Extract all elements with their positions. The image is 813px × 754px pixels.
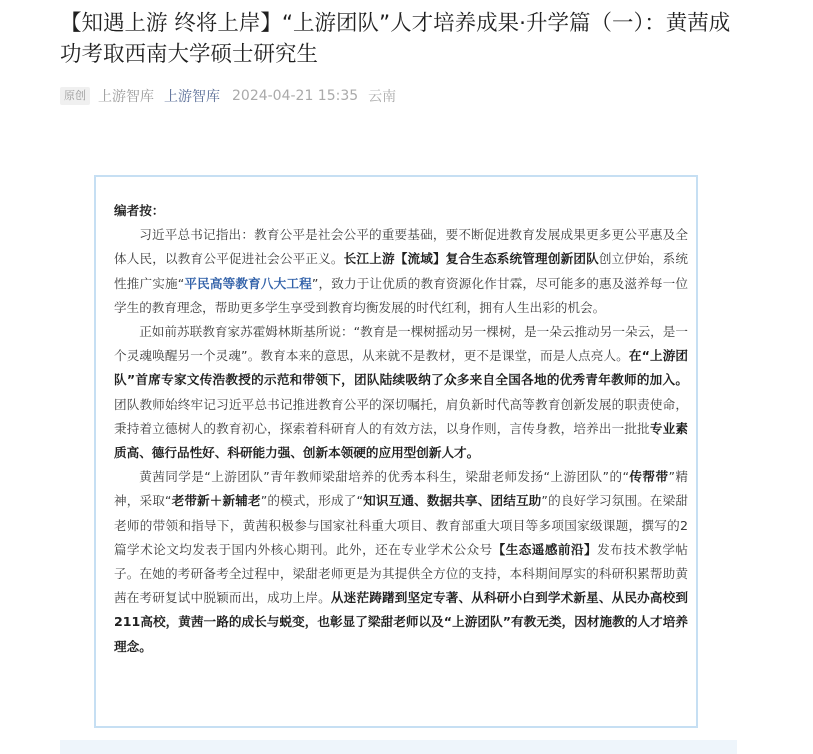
publish-location: 云南 (368, 89, 397, 105)
next-section-band (60, 740, 737, 754)
bold-text: 长江上游【流域】复合生态系统管理创新团队 (343, 251, 599, 267)
body-text: 团队教师始终牢记习近平总书记推进教育公平的深切嘱托，肩负新时代高等教育创新发展的职责使命，秉持着立德树人的教育初心，探索着科研育人的有效方法，以身作则，言传身教，培养出一批批 (114, 396, 688, 436)
bold-text: 专业素质高、德行品性好、科研能力强、创新本领硬的应用型创新人才。 (114, 420, 689, 461)
article-title: 【知遇上游 终将上岸】“上游团队”人才培养成果·升学篇（一）：黄茜成功考取西南大学硕士研究生 (60, 11, 731, 67)
editor-note-paragraph-3 (114, 465, 688, 659)
body-text: ”精神，采取“ (114, 469, 689, 509)
bold-text: 【生态遥感前沿】 (492, 541, 598, 557)
editor-note-paragraph-2 (114, 320, 688, 465)
bold-text: 传帮带 (629, 469, 669, 485)
bold-text: 从迷茫踌躇到坚定专著、从科研小白到学术新星、从民办高校到211高校，黄茜一路的成长与蜕变，也彰显了梁甜老师以及“上游团队”有教无类，因材施教的人才培养理念。 (114, 590, 689, 654)
editor-note-card (94, 175, 698, 728)
original-badge: 原创 (60, 87, 90, 105)
highlight-text: 平民高等教育八大工程 (184, 275, 312, 291)
publish-datetime: 2024-04-21 15:35 (232, 88, 359, 104)
editor-note-label: 编者按： (114, 203, 165, 218)
author-name: 上游智库 (98, 89, 154, 105)
body-text: 正如前苏联教育家苏霍姆林斯基所说：“教育是一棵树摇动另一棵树，是一朵云推动另一朵云，是一个灵魂唤醒另一个灵魂”。教育本来的意思，从来就不是教材，更不是课堂，而是人点亮人。 (114, 324, 688, 364)
bold-text: 在“上游团队”首席专家文传浩教授的示范和带领下，团队陆续吸纳了众多来自全国各地的优秀青年教师的加入。 (114, 348, 688, 388)
bold-text: 老带新＋新辅老 (171, 493, 261, 509)
body-text: 发布技术教学帖子。在她的考研备考全过程中，梁甜老师更是为其提供全方位的支持，本科期间厚实的科研积累帮助黄茜在考研复试中脱颖而出，成功上岸。 (114, 541, 689, 606)
body-text: 黄茜同学是“上游团队”青年教师梁甜培养的优秀本科生，梁甜老师发扬“上游团队”的“ (139, 469, 629, 485)
body-text: ”，致力于让优质的教育资源化作甘霖，尽可能多的惠及滋养每一位学生的教育理念，帮助更多学生享受到教育均衡发展的时代红利，拥有人生出彩的机会。 (114, 275, 689, 315)
body-text: ”的模式，形成了“ (260, 493, 364, 509)
article-meta (60, 86, 396, 106)
body-text: ”的良好学习氛围。在梁甜老师的带领和指导下，黄茜积极参与国家社科重大项目、教育部重大项目等多项国家级课题，撰写的2篇学术论文均发表于国内外核心期刊。此外，还在专业学术公众号 (114, 493, 688, 557)
editor-note-content (114, 199, 688, 659)
bold-text: 知识互通、数据共享、团结互助 (363, 493, 542, 509)
editor-note-paragraph-1 (114, 223, 688, 320)
body-text: 创立伊始，系统性推广实施“ (114, 251, 689, 291)
account-name-link[interactable]: 上游智库 (164, 89, 220, 105)
body-text: 习近平总书记指出：教育公平是社会公平的重要基础，要不断促进教育发展成果更多更公平惠及全体人民，以教育公平促进社会公平正义。 (114, 227, 688, 267)
